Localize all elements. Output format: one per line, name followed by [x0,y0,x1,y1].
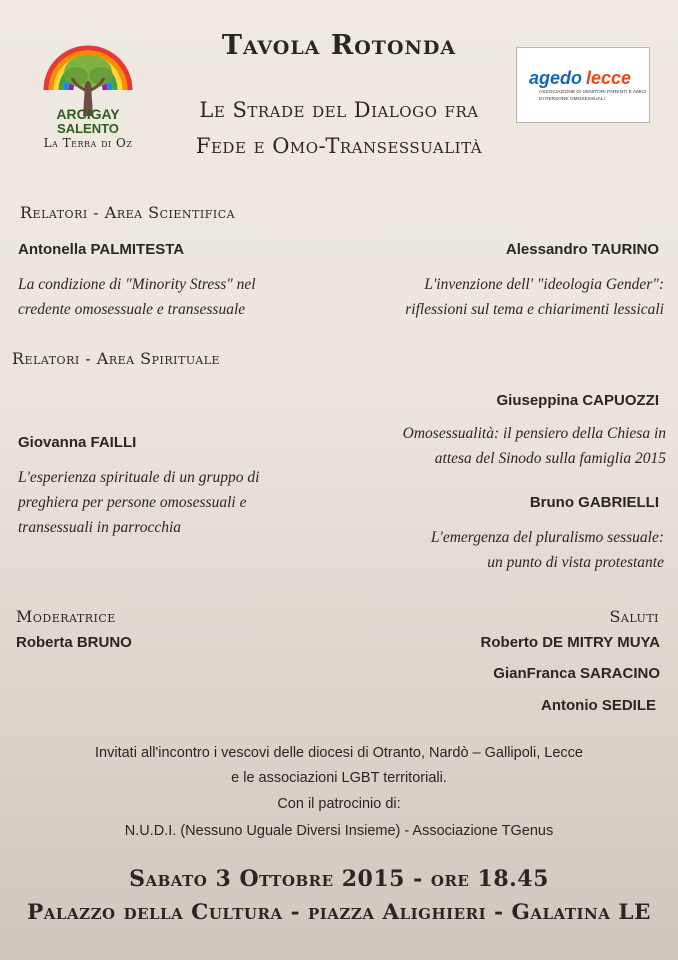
page-subtitle-1: Le Strade del Dialogo fra [199,98,479,122]
page-subtitle-2: Fede e Omo-Transessualità [195,134,483,158]
agedo-desc-2: DI PERSONE OMOSESSUALI [539,97,605,102]
note-patronage-label: Con il patrocinio di: [277,796,401,812]
note-invited-2: e le associazioni LGBT territoriali. [231,770,447,786]
talk-title-taurino-1: L'invenzione dell' "ideologia Gender": [424,276,664,293]
moderator-heading: Moderatrice [16,607,116,626]
talk-title-gabrielli-1: L'emergenza del pluralismo sessuale: [430,529,664,546]
section-heading-scientific: Relatori - Area Scientifica [20,203,236,222]
agedo-brand: agedo [529,68,583,88]
page-title: Tavola Rotonda [221,30,457,61]
agedo-desc-1: ASSOCIAZIONE DI GENITORI PARENTI E AMICI [539,90,647,95]
greeting-name-2: GianFranca SARACINO [493,665,660,682]
greetings-heading: Saluti [609,607,659,626]
greeting-name-1: Roberto DE MITRY MUYA [480,634,660,651]
speaker-name-palmitesta: Antonella PALMITESTA [18,241,185,258]
moderator-name: Roberta BRUNO [16,634,132,651]
talk-title-taurino-2: riflessioni sul tema e chiarimenti lessicali [405,301,664,318]
talk-title-gabrielli-2: un punto di vista protestante [487,554,664,571]
arcigay-brand: ARCIGAY [56,106,120,122]
talk-title-palmitesta-1: La condizione di "Minority Stress" nel [18,276,256,293]
talk-title-failli-3: transessuali in parrocchia [18,519,182,536]
speaker-name-gabrielli: Bruno GABRIELLI [529,494,659,511]
arcigay-region: SALENTO [57,121,119,136]
lecce-brand: lecce [586,68,632,88]
greeting-name-3: Antonio SEDILE [541,697,656,714]
note-patronage: N.U.D.I. (Nessuno Uguale Diversi Insieme) - Associazione TGenus [124,823,554,839]
talk-title-failli-2: preghiera per persone omosessuali e [18,494,247,511]
speaker-name-taurino: Alessandro TAURINO [505,241,659,258]
speaker-name-failli: Giovanna FAILLI [18,434,137,451]
note-invited-1: Invitati all'incontro i vescovi delle diocesi di Otranto, Nardò – Gallipoli, Lecce [95,745,583,761]
talk-title-failli-1: L'esperienza spirituale di un gruppo di [18,469,260,486]
event-venue: Palazzo della Cultura - piazza Alighieri - Galatina LE [27,900,651,925]
arcigay-tagline: La Terra di Oz [43,136,133,150]
talk-title-capuozzi-2: attesa del Sinodo sulla famiglia 2015 [434,450,666,467]
event-date: Sabato 3 Ottobre 2015 - ore 18.45 [129,866,549,892]
talk-title-capuozzi-1: Omosessualità: il pensiero della Chiesa in [402,425,666,442]
speaker-name-capuozzi: Giuseppina CAPUOZZI [496,392,659,409]
section-heading-spiritual: Relatori - Area Spirituale [12,349,221,368]
talk-title-palmitesta-2: credente omosessuale e transessuale [18,301,246,318]
